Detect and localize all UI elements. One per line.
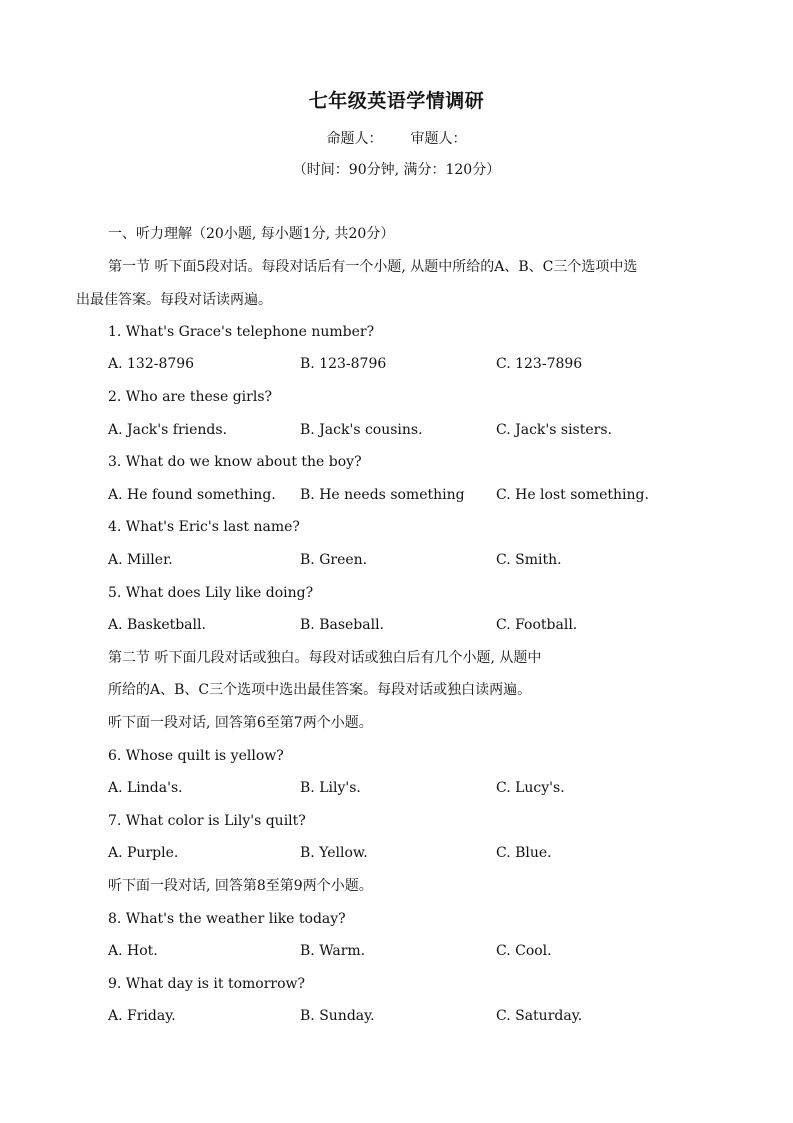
q7-option-a: A. Purple. (108, 845, 179, 861)
q5-option-a: A. Basketball. (108, 617, 206, 633)
q7-option-b: B. Yellow. (300, 845, 368, 861)
q2-option-b: B. Jack's cousins. (300, 422, 423, 438)
q6-option-a: A. Linda's. (108, 780, 183, 796)
question-4: 4. What's Eric's last name? (108, 519, 300, 535)
part1-instruction-line2: 出最佳答案。每段对话读两遍。 (76, 292, 272, 308)
q9-option-b: B. Sunday. (300, 1008, 375, 1024)
time-info: （时间：90分钟, 满分：120分） (292, 162, 501, 178)
q4-option-c: C. Smith. (496, 552, 562, 568)
q1-option-b: B. 123-8796 (300, 356, 387, 372)
q3-option-c: C. He lost something. (496, 487, 649, 503)
question-5: 5. What does Lily like doing? (108, 585, 314, 601)
q1-option-c: C. 123-7896 (496, 356, 583, 372)
q2-option-a: A. Jack's friends. (108, 422, 228, 438)
q2-option-c: C. Jack's sisters. (496, 422, 612, 438)
question-9: 9. What day is it tomorrow? (108, 976, 306, 992)
group1-instruction: 听下面一段对话, 回答第6至第7两个小题。 (108, 715, 373, 731)
question-7: 7. What color is Lily's quilt? (108, 813, 306, 829)
q3-option-a: A. He found something. (108, 487, 276, 503)
section-heading: 一、听力理解（20小题, 每小题1分, 共20分） (108, 226, 395, 242)
q4-option-b: B. Green. (300, 552, 368, 568)
part2-instruction-line2: 所给的A、B、C三个选项中选出最佳答案。每段对话或独白读两遍。 (108, 682, 532, 698)
q3-option-b: B. He needs something (300, 487, 465, 503)
q6-option-c: C. Lucy's. (496, 780, 565, 796)
part1-instruction-line1: 第一节 听下面5段对话。每段对话后有一个小题, 从题中所给的A、B、C三个选项中选 (108, 259, 638, 275)
q6-option-b: B. Lily's. (300, 780, 361, 796)
question-2: 2. Who are these girls? (108, 389, 273, 405)
q8-option-c: C. Cool. (496, 943, 552, 959)
question-6: 6. Whose quilt is yellow? (108, 748, 284, 764)
part2-instruction-line1: 第二节 听下面几段对话或独白。每段对话或独白后有几个小题, 从题中 (108, 650, 542, 666)
q4-option-a: A. Miller. (108, 552, 173, 568)
authors-line (0, 128, 793, 148)
q9-option-a: A. Friday. (108, 1008, 176, 1024)
reviewer-label: 审题人： (410, 131, 467, 147)
setter-label: 命题人： (326, 131, 383, 147)
q8-option-a: A. Hot. (108, 943, 158, 959)
q8-option-b: B. Warm. (300, 943, 366, 959)
question-3: 3. What do we know about the boy? (108, 454, 362, 470)
q1-option-a: A. 132-8796 (108, 356, 195, 372)
q5-option-c: C. Football. (496, 617, 578, 633)
group2-instruction: 听下面一段对话, 回答第8至第9两个小题。 (108, 878, 373, 894)
q7-option-c: C. Blue. (496, 845, 552, 861)
q9-option-c: C. Saturday. (496, 1008, 583, 1024)
q5-option-b: B. Baseball. (300, 617, 385, 633)
question-1: 1. What's Grace's telephone number? (108, 324, 375, 340)
question-8: 8. What's the weather like today? (108, 911, 346, 927)
page-title: 七年级英语学情调研 (308, 90, 485, 112)
